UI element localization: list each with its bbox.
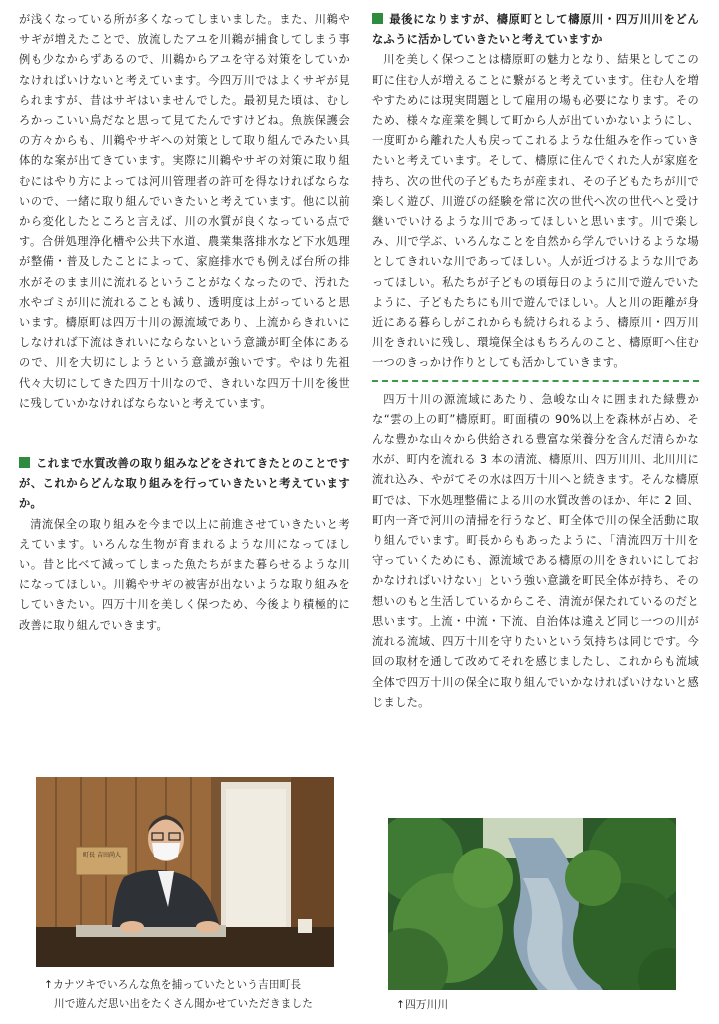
green-square-bullet-icon [372, 13, 383, 24]
river-photo-caption: ↑四万川川 [396, 999, 449, 1011]
section-gap [19, 414, 350, 434]
section-heading-future-efforts [19, 454, 350, 515]
right-paragraph-1: 川を美しく保つことは檮原町の魅力となり、結果としてこの町に住む人が増えることに繋がると考えています。住む人を増やすためには現実問題として雇用の場も必要になります。そのため、様々な産業を興して町から人が出ていかないようにし、一度町から離れた人も戻ってこれるような仕組みを作っていきたいと考えています。そして、檮原に住んでくれた人が家庭を持ち、次の世代の子どもたちが産まれ、その子どもたちが川で楽しく遊び、川遊びの経験を常に次の世代へ次の世代へと受け継いでいけるような川であってほしいと思います。川で楽しみ、川で学ぶ、いろんなことを自然から学んでいけるような場としてきれいな川であってほしい。人が近づけるような川であってほしい。私たちが子どもの頃毎日のように川で遊んでいたように、子どもたちにも川で遊んでほしい。人と川の距離が身近にある暮らしがこれからも続けられるよう、檮原川・四万川川をきれいに残し、環境保全はもちろんのこと、檮原町へ住む一つのきっかけ作りとしても活かしていきます。 [372, 53, 699, 370]
river-photo-illustration [388, 818, 676, 990]
caption-line-1: ↑カナツキでいろんな魚を捕っていたという吉田町長 [44, 979, 302, 991]
mayor-photo-illustration [36, 777, 334, 967]
section-gap [19, 434, 350, 454]
right-paragraph-2: 四万十川の源流域にあたり、急峻な山々に囲まれた緑豊かな“雲の上の町”檮原町。町面積の 90%以上を森林が占め、そんな豊かな山々から供給される豊富な栄養分を含んだ清らかな水が、町内を流れる 3 本の清流、檮原川、四万川川、北川川に流れ込み、やがてその水は四万十川へと続きます。そんな檮原町では、下水処理整備による川の水質改善のほか、年に 2 回、町内一斉で河川の清掃を行うなど、町全体で川の保全活動に取り組んでいます。町長からもあったように、「清流四万十川を守っていくためにも、源流域である檮原の川をきれいにしておかなければいけない」という強い意識を町民全体が持ち、その想いのもと生活しているからこそ、清流が保たれているのだと思います。上流・中流・下流、自治体は違えど同じ一つの川が流れる流域、四万十川を守りたいという気持ちは同じです。今回の取材を通して改めてそれを感じましたし、これからも流域全体で四万十川の保全に取り組んでいかなければいけないと感じました。 [372, 392, 699, 709]
caption-line-2: 川で遊んだ思い出をたくさん聞かせていただきました [54, 998, 314, 1010]
heading-text: これまで水質改善の取り組みなどをされてきたとのことですが、これからどんな取り組みを行っていきたいと考えていますか。 [19, 457, 350, 511]
right-column [372, 10, 699, 713]
left-column [19, 10, 350, 636]
left-paragraph-2: 清流保全の取り組みを今まで以上に前進させていきたいと考えています。いろんな生物が育まれるような川になってほしい。昔と比べて減ってしまった魚たちがまた暮らせるような川になってほしい。川鵜やサギの被害が出ないような取り組みをしていきたい。四万十川を美しく保つため、今後より積極的に改善に取り組んでいきます。 [19, 517, 350, 632]
mayor-photo-caption [44, 976, 344, 1014]
left-paragraph-1: が浅くなっている所が多くなってしまいました。また、川鵜やサギが増えたことで、放流したアユを川鵜が捕食してしまう事例も少なからずあるので、川鵜からアユを守る対策をしていかなければいけないと考えています。今四万川ではよくサギが見られますが、昔はサギはいませんでした。最初見た頃は、むしろかっこいい鳥だなと思って見てたんですけどね。魚族保護会の方々からも、川鵜やサギへの対策として取り組んでみたい具体的な案が出てきています。実際に川鵜やサギの対策に取り組むにはやり方によっては河川管理者の許可を得なければならないので、一緒に取り組んでいきたいと考えています。他に以前から変化したところと言えば、川の水質が良くなっている点です。合併処理浄化槽や公共下水道、農業集落排水など下水処理が整備・普及したことによって、家庭排水でも例えば台所の排水がそのまま川に流れるということがなくなったので、汚れた水やゴミが川に流れることも減り、透明度は上がっていると思います。檮原町は四万十川の源流域であり、上流からきれいにしなければ下流はきれいにならないという意識が町全体にあるので、川を大切にしようという意識が強いです。やはり先祖代々大切にしてきた四万十川なので、きれいな四万十川を後世に残していかなければならないと考えています。 [19, 13, 350, 410]
river-photo [388, 818, 676, 990]
dashed-divider [372, 380, 699, 382]
green-square-bullet-icon [19, 457, 30, 468]
heading-text: 最後になりますが、檮原町として檮原川・四万川川をどんなふうに活かしていきたいと考えていますか [372, 13, 699, 47]
nameplate-text: 町長 吉田尚人 [83, 852, 121, 859]
section-heading-final-question [372, 10, 699, 50]
mayor-photo [36, 777, 334, 967]
